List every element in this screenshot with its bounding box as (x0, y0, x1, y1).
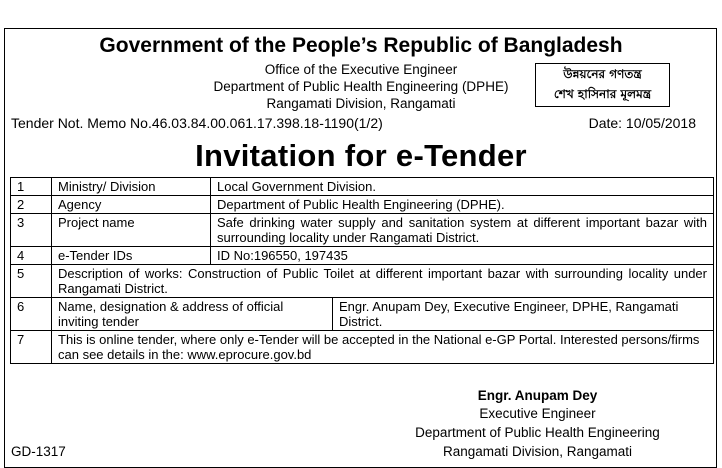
table-row (11, 196, 714, 214)
signatory-department: Department of Public Health Engineering (415, 425, 660, 440)
row-text: This is online tender, where only e-Tender will be accepted in the National e-GP Portal. Interested persons/firms can see details in the: www.eprocure.gov.bd (52, 331, 714, 364)
row-number: 1 (11, 178, 52, 196)
memo-number: Tender Not. Memo No.46.03.84.00.061.17.398.18-1190(1/2) (11, 115, 383, 131)
slogan-line-2: শেখ হাসিনার মূলমন্ত্র (553, 87, 652, 101)
row-value: ID No:196550, 197435 (211, 247, 714, 265)
table-row (11, 265, 714, 298)
signatory-title: Executive Engineer (479, 406, 596, 421)
row-value: Local Government Division. (211, 178, 714, 196)
office-line: Office of the Executive Engineer (264, 62, 458, 77)
table-row (11, 178, 714, 196)
government-title: Government of the People’s Republic of Bangladesh (99, 34, 623, 57)
row-value: Department of Public Health Engineering (DPHE). (211, 196, 714, 214)
row-number: 5 (11, 265, 52, 298)
notice-date: Date: 10/05/2018 (588, 115, 696, 131)
row-number: 7 (11, 331, 52, 364)
row-number: 6 (11, 298, 52, 331)
row-number: 4 (11, 247, 52, 265)
table-row (11, 298, 714, 331)
tender-table (10, 177, 714, 364)
row-label: Agency (52, 196, 211, 214)
row-label: Name, designation & address of official inviting tender (52, 298, 333, 330)
row-value: Engr. Anupam Dey, Executive Engineer, DPHE, Rangamati District. (339, 299, 679, 329)
table-row (11, 247, 714, 265)
division-line: Rangamati Division, Rangamati (266, 96, 456, 111)
page-title: Invitation for e-Tender (195, 138, 527, 173)
row-number: 3 (11, 214, 52, 247)
row-value: Safe drinking water supply and sanitation system at different important bazar with surrounding locality under Rangamati District. (211, 214, 714, 247)
table-row (11, 331, 714, 364)
row-label: e-Tender IDs (52, 247, 211, 265)
row-split-cell (52, 298, 714, 331)
row-label: Ministry/ Division (52, 178, 211, 196)
notice-code: GD-1317 (11, 444, 66, 459)
department-line: Department of Public Health Engineering (DPHE) (213, 79, 509, 94)
slogan-line-1: উন্নয়নের গণতন্ত্র (563, 67, 642, 81)
signatory-name: Engr. Anupam Dey (477, 388, 598, 403)
signatory-division: Rangamati Division, Rangamati (442, 444, 633, 459)
table-row (11, 214, 714, 247)
row-number: 2 (11, 196, 52, 214)
slogan-box (535, 63, 670, 107)
row-text: Description of works: Construction of Public Toilet at different important bazar with surrounding locality under Rangamati District. (52, 265, 714, 298)
row-label: Project name (52, 214, 211, 247)
